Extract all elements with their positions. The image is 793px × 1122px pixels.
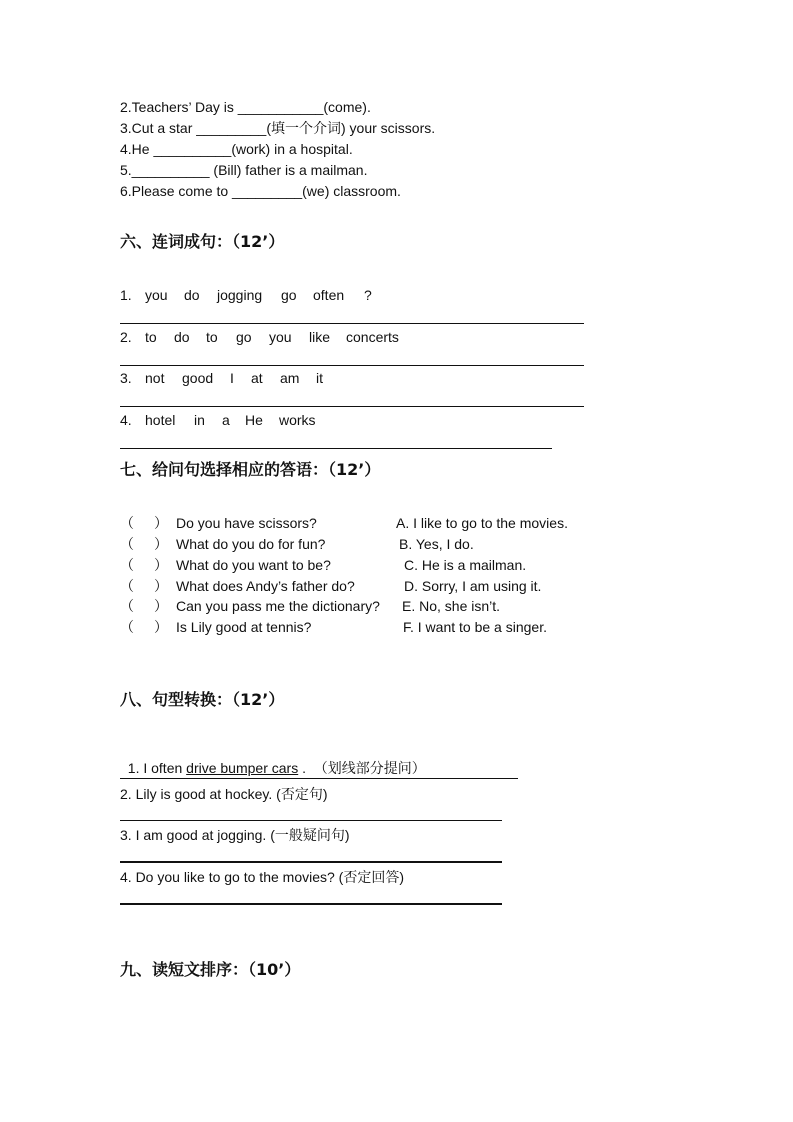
question-2: What do you do for fun? [176,536,326,552]
question-6: Is Lily good at tennis? [176,619,312,635]
s6-item3-word: I [230,370,234,386]
s6-item2-word: go [236,329,252,345]
s8-item4: 4. Do you like to go to the movies? (否定回答) [120,869,404,885]
s6-item4-num: 4. [120,412,132,428]
question-3: What do you want to be? [176,557,331,573]
s6-item4-word: He [245,412,263,428]
paren-open: （ [120,536,134,552]
paren-open: （ [120,598,134,614]
section7-title: 七、给问句选择相应的答语：（12’） [120,460,381,479]
s6-item1-word: jogging [217,287,263,303]
section6-title: 六、连词成句：（12’） [120,232,285,251]
s6-item2-word: like [309,329,331,345]
answer-line [120,861,502,863]
s8-item1 [120,744,426,776]
s6-item3-word: am [280,370,300,386]
paren-close: ） [154,598,168,614]
answer-line [120,448,552,449]
answer-line [120,820,502,821]
answer-a: A. I like to go to the movies. [396,515,568,531]
fill-blank-2: 2.Teachers’ Day is ___________(come). [120,99,371,115]
section8-title: 八、句型转换：（12’） [120,690,285,709]
answer-line [120,365,584,366]
s6-item3-num: 3. [120,370,132,386]
s6-item4-word: in [194,412,205,428]
s6-item4-word: a [222,412,230,428]
answer-c: C. He is a mailman. [404,557,527,573]
s6-item1-word: often [313,287,345,303]
s6-item3-word: at [251,370,263,386]
paren-open: （ [120,619,134,635]
answer-line [120,903,502,905]
paren-open: （ [120,515,134,531]
section9-title: 九、读短文排序：（10’） [120,960,301,979]
paren-close: ） [154,557,168,573]
answer-line [120,323,584,324]
s6-item2-word: concerts [346,329,399,345]
fill-blank-6: 6.Please come to _________(we) classroom. [120,183,401,199]
s6-item3-word: it [316,370,323,386]
paren-close: ） [154,578,168,594]
s8-item1-suffix: . （划线部分提问） [298,760,426,776]
s6-item2-word: you [269,329,292,345]
s8-item2: 2. Lily is good at hockey. (否定句) [120,786,328,802]
s6-item4-word: works [279,412,316,428]
fill-blank-3: 3.Cut a star _________(填一个介词) your scissors. [120,120,436,136]
answer-d: D. Sorry, I am using it. [404,578,542,594]
answer-line [120,406,584,407]
s6-item1-num: 1. [120,287,132,303]
s6-item2-word: to [206,329,218,345]
s6-item1-word: you [145,287,168,303]
paren-open: （ [120,557,134,573]
s6-item1-word: do [184,287,200,303]
answer-e: E. No, she isn’t. [402,598,501,614]
s8-item1-underlined: drive bumper cars [186,760,299,776]
question-5: Can you pass me the dictionary? [176,598,380,614]
answer-line [120,778,518,779]
question-4: What does Andy’s father do? [176,578,355,594]
answer-f: F. I want to be a singer. [403,619,547,635]
s6-item4-word: hotel [145,412,176,428]
paren-close: ） [154,619,168,635]
s8-item1-prefix: 1. I often [127,760,187,776]
s8-item3: 3. I am good at jogging. (一般疑问句) [120,827,350,843]
answer-b: B. Yes, I do. [399,536,474,552]
fill-blank-4: 4.He __________(work) in a hospital. [120,141,353,157]
s6-item1-word: go [281,287,297,303]
s6-item2-word: do [174,329,190,345]
s6-item2-num: 2. [120,329,132,345]
question-1: Do you have scissors? [176,515,317,531]
s6-item2-word: to [145,329,157,345]
paren-open: （ [120,578,134,594]
paren-close: ） [154,536,168,552]
s6-item3-word: good [182,370,214,386]
s6-item3-word: not [145,370,165,386]
paren-close: ） [154,515,168,531]
fill-blank-5: 5.__________ (Bill) father is a mailman. [120,162,368,178]
s6-item1-word: ? [364,287,372,303]
